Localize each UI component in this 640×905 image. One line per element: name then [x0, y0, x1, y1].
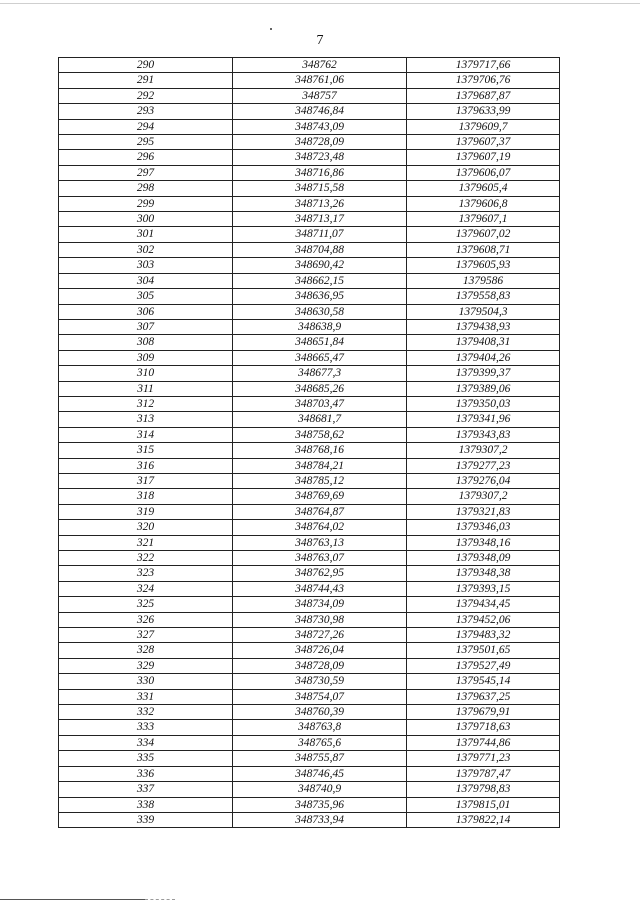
point-number-cell: 321	[59, 535, 233, 550]
scan-speck	[270, 28, 272, 30]
x-coordinate-cell: 348728,09	[233, 658, 407, 673]
x-coordinate-cell: 348728,09	[233, 135, 407, 150]
y-coordinate-cell: 1379558,83	[407, 289, 560, 304]
table-row	[59, 396, 560, 411]
table-row	[59, 751, 560, 766]
y-coordinate-cell: 1379321,83	[407, 504, 560, 519]
y-coordinate-cell: 1379586	[407, 273, 560, 288]
x-coordinate-cell: 348735,96	[233, 797, 407, 812]
x-coordinate-cell: 348703,47	[233, 396, 407, 411]
table-row	[59, 782, 560, 797]
y-coordinate-cell: 1379346,03	[407, 520, 560, 535]
x-coordinate-cell: 348723,48	[233, 150, 407, 165]
point-number-cell: 316	[59, 458, 233, 473]
point-number-cell: 329	[59, 658, 233, 673]
y-coordinate-cell: 1379637,25	[407, 689, 560, 704]
y-coordinate-cell: 1379608,71	[407, 242, 560, 257]
y-coordinate-cell: 1379607,19	[407, 150, 560, 165]
point-number-cell: 305	[59, 289, 233, 304]
table-row	[59, 366, 560, 381]
table-row	[59, 674, 560, 689]
point-number-cell: 315	[59, 443, 233, 458]
point-number-cell: 327	[59, 628, 233, 643]
x-coordinate-cell: 348743,09	[233, 119, 407, 134]
x-coordinate-cell: 348713,17	[233, 212, 407, 227]
x-coordinate-cell: 348730,98	[233, 612, 407, 627]
x-coordinate-cell: 348715,58	[233, 181, 407, 196]
x-coordinate-cell: 348764,02	[233, 520, 407, 535]
table-row	[59, 181, 560, 196]
table-row	[59, 628, 560, 643]
x-coordinate-cell: 348785,12	[233, 473, 407, 488]
y-coordinate-cell: 1379504,3	[407, 304, 560, 319]
x-coordinate-cell: 348769,69	[233, 489, 407, 504]
point-number-cell: 314	[59, 427, 233, 442]
table-row	[59, 196, 560, 211]
y-coordinate-cell: 1379607,02	[407, 227, 560, 242]
table-row	[59, 73, 560, 88]
footer-rule-faint	[145, 899, 175, 900]
y-coordinate-cell: 1379434,45	[407, 597, 560, 612]
y-coordinate-cell: 1379605,4	[407, 181, 560, 196]
table-row	[59, 350, 560, 365]
x-coordinate-cell: 348763,13	[233, 535, 407, 550]
table-row	[59, 165, 560, 180]
point-number-cell: 335	[59, 751, 233, 766]
point-number-cell: 307	[59, 319, 233, 334]
point-number-cell: 334	[59, 735, 233, 750]
point-number-cell: 296	[59, 150, 233, 165]
table-row	[59, 242, 560, 257]
table-row	[59, 58, 560, 73]
table-row	[59, 319, 560, 334]
coordinates-table-body	[59, 58, 560, 828]
point-number-cell: 325	[59, 597, 233, 612]
point-number-cell: 306	[59, 304, 233, 319]
x-coordinate-cell: 348651,84	[233, 335, 407, 350]
table-row	[59, 812, 560, 827]
table-row	[59, 335, 560, 350]
y-coordinate-cell: 1379609,7	[407, 119, 560, 134]
table-row	[59, 720, 560, 735]
y-coordinate-cell: 1379527,49	[407, 658, 560, 673]
y-coordinate-cell: 1379341,96	[407, 412, 560, 427]
x-coordinate-cell: 348755,87	[233, 751, 407, 766]
table-row	[59, 212, 560, 227]
x-coordinate-cell: 348677,3	[233, 366, 407, 381]
y-coordinate-cell: 1379744,86	[407, 735, 560, 750]
y-coordinate-cell: 1379606,07	[407, 165, 560, 180]
x-coordinate-cell: 348727,26	[233, 628, 407, 643]
y-coordinate-cell: 1379706,76	[407, 73, 560, 88]
x-coordinate-cell: 348744,43	[233, 581, 407, 596]
point-number-cell: 328	[59, 643, 233, 658]
x-coordinate-cell: 348716,86	[233, 165, 407, 180]
y-coordinate-cell: 1379348,16	[407, 535, 560, 550]
y-coordinate-cell: 1379348,09	[407, 551, 560, 566]
point-number-cell: 319	[59, 504, 233, 519]
y-coordinate-cell: 1379350,03	[407, 396, 560, 411]
y-coordinate-cell: 1379815,01	[407, 797, 560, 812]
y-coordinate-cell: 1379438,93	[407, 319, 560, 334]
x-coordinate-cell: 348757	[233, 88, 407, 103]
x-coordinate-cell: 348685,26	[233, 381, 407, 396]
top-border-line	[0, 3, 640, 4]
x-coordinate-cell: 348760,39	[233, 705, 407, 720]
y-coordinate-cell: 1379348,38	[407, 566, 560, 581]
table-row	[59, 427, 560, 442]
x-coordinate-cell: 348690,42	[233, 258, 407, 273]
y-coordinate-cell: 1379798,83	[407, 782, 560, 797]
table-row	[59, 566, 560, 581]
table-row	[59, 735, 560, 750]
y-coordinate-cell: 1379501,65	[407, 643, 560, 658]
point-number-cell: 320	[59, 520, 233, 535]
point-number-cell: 336	[59, 766, 233, 781]
x-coordinate-cell: 348665,47	[233, 350, 407, 365]
table-row	[59, 150, 560, 165]
table-row	[59, 289, 560, 304]
table-row	[59, 520, 560, 535]
y-coordinate-cell: 1379483,32	[407, 628, 560, 643]
table-row	[59, 612, 560, 627]
point-number-cell: 294	[59, 119, 233, 134]
table-row	[59, 705, 560, 720]
coordinates-table	[58, 57, 560, 828]
point-number-cell: 337	[59, 782, 233, 797]
point-number-cell: 317	[59, 473, 233, 488]
x-coordinate-cell: 348740,9	[233, 782, 407, 797]
point-number-cell: 311	[59, 381, 233, 396]
x-coordinate-cell: 348746,45	[233, 766, 407, 781]
point-number-cell: 308	[59, 335, 233, 350]
table-row	[59, 535, 560, 550]
y-coordinate-cell: 1379399,37	[407, 366, 560, 381]
y-coordinate-cell: 1379307,2	[407, 443, 560, 458]
x-coordinate-cell: 348636,95	[233, 289, 407, 304]
table-row	[59, 581, 560, 596]
y-coordinate-cell: 1379771,23	[407, 751, 560, 766]
y-coordinate-cell: 1379393,15	[407, 581, 560, 596]
y-coordinate-cell: 1379718,63	[407, 720, 560, 735]
point-number-cell: 333	[59, 720, 233, 735]
point-number-cell: 326	[59, 612, 233, 627]
table-row	[59, 658, 560, 673]
x-coordinate-cell: 348768,16	[233, 443, 407, 458]
y-coordinate-cell: 1379452,06	[407, 612, 560, 627]
table-row	[59, 258, 560, 273]
x-coordinate-cell: 348713,26	[233, 196, 407, 211]
y-coordinate-cell: 1379343,83	[407, 427, 560, 442]
table-row	[59, 551, 560, 566]
table-row	[59, 104, 560, 119]
point-number-cell: 309	[59, 350, 233, 365]
y-coordinate-cell: 1379404,26	[407, 350, 560, 365]
table-row	[59, 643, 560, 658]
x-coordinate-cell: 348730,59	[233, 674, 407, 689]
table-row	[59, 766, 560, 781]
point-number-cell: 324	[59, 581, 233, 596]
table-row	[59, 88, 560, 103]
footer-rule	[0, 899, 145, 900]
point-number-cell: 304	[59, 273, 233, 288]
y-coordinate-cell: 1379607,1	[407, 212, 560, 227]
x-coordinate-cell: 348681,7	[233, 412, 407, 427]
table-row	[59, 597, 560, 612]
point-number-cell: 303	[59, 258, 233, 273]
x-coordinate-cell: 348704,88	[233, 242, 407, 257]
point-number-cell: 322	[59, 551, 233, 566]
y-coordinate-cell: 1379633,99	[407, 104, 560, 119]
point-number-cell: 318	[59, 489, 233, 504]
x-coordinate-cell: 348754,07	[233, 689, 407, 704]
point-number-cell: 290	[59, 58, 233, 73]
x-coordinate-cell: 348763,8	[233, 720, 407, 735]
y-coordinate-cell: 1379607,37	[407, 135, 560, 150]
table-row	[59, 227, 560, 242]
point-number-cell: 330	[59, 674, 233, 689]
table-row	[59, 119, 560, 134]
y-coordinate-cell: 1379605,93	[407, 258, 560, 273]
point-number-cell: 323	[59, 566, 233, 581]
point-number-cell: 331	[59, 689, 233, 704]
point-number-cell: 312	[59, 396, 233, 411]
table-row	[59, 489, 560, 504]
x-coordinate-cell: 348762,95	[233, 566, 407, 581]
point-number-cell: 300	[59, 212, 233, 227]
y-coordinate-cell: 1379787,47	[407, 766, 560, 781]
point-number-cell: 291	[59, 73, 233, 88]
x-coordinate-cell: 348764,87	[233, 504, 407, 519]
y-coordinate-cell: 1379687,87	[407, 88, 560, 103]
y-coordinate-cell: 1379276,04	[407, 473, 560, 488]
point-number-cell: 332	[59, 705, 233, 720]
x-coordinate-cell: 348733,94	[233, 812, 407, 827]
table-row	[59, 273, 560, 288]
x-coordinate-cell: 348638,9	[233, 319, 407, 334]
y-coordinate-cell: 1379822,14	[407, 812, 560, 827]
x-coordinate-cell: 348784,21	[233, 458, 407, 473]
x-coordinate-cell: 348734,09	[233, 597, 407, 612]
point-number-cell: 313	[59, 412, 233, 427]
table-row	[59, 412, 560, 427]
x-coordinate-cell: 348662,15	[233, 273, 407, 288]
x-coordinate-cell: 348630,58	[233, 304, 407, 319]
x-coordinate-cell: 348763,07	[233, 551, 407, 566]
table-row	[59, 689, 560, 704]
y-coordinate-cell: 1379606,8	[407, 196, 560, 211]
point-number-cell: 299	[59, 196, 233, 211]
table-row	[59, 381, 560, 396]
y-coordinate-cell: 1379307,2	[407, 489, 560, 504]
x-coordinate-cell: 348726,04	[233, 643, 407, 658]
table-row	[59, 797, 560, 812]
point-number-cell: 297	[59, 165, 233, 180]
table-row	[59, 458, 560, 473]
table-row	[59, 135, 560, 150]
point-number-cell: 301	[59, 227, 233, 242]
y-coordinate-cell: 1379408,31	[407, 335, 560, 350]
table-row	[59, 304, 560, 319]
y-coordinate-cell: 1379545,14	[407, 674, 560, 689]
point-number-cell: 298	[59, 181, 233, 196]
point-number-cell: 293	[59, 104, 233, 119]
y-coordinate-cell: 1379277,23	[407, 458, 560, 473]
y-coordinate-cell: 1379717,66	[407, 58, 560, 73]
point-number-cell: 292	[59, 88, 233, 103]
x-coordinate-cell: 348761,06	[233, 73, 407, 88]
x-coordinate-cell: 348762	[233, 58, 407, 73]
page-number: 7	[316, 33, 324, 48]
table-row	[59, 473, 560, 488]
x-coordinate-cell: 348746,84	[233, 104, 407, 119]
point-number-cell: 295	[59, 135, 233, 150]
y-coordinate-cell: 1379389,06	[407, 381, 560, 396]
point-number-cell: 338	[59, 797, 233, 812]
x-coordinate-cell: 348765,6	[233, 735, 407, 750]
point-number-cell: 302	[59, 242, 233, 257]
table-row	[59, 443, 560, 458]
table-row	[59, 504, 560, 519]
x-coordinate-cell: 348711,07	[233, 227, 407, 242]
x-coordinate-cell: 348758,62	[233, 427, 407, 442]
point-number-cell: 310	[59, 366, 233, 381]
point-number-cell: 339	[59, 812, 233, 827]
y-coordinate-cell: 1379679,91	[407, 705, 560, 720]
